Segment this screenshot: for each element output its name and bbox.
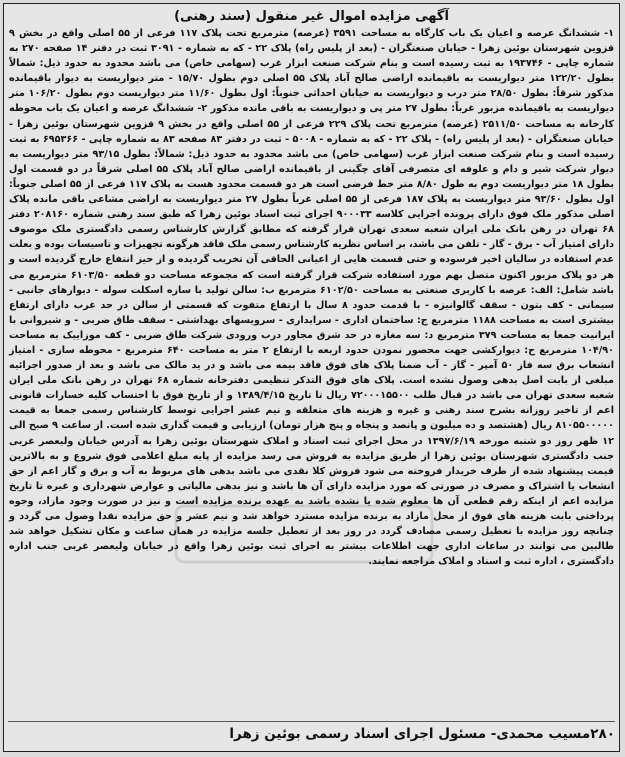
notice-body: ۱- ششدانگ عرصه و اعیان یک باب کارگاه به مساحت ۳۵۹۱ (عرصه) مترمربع تحت پلاک ۱۱۷ فرعی از ۵۵ اصلی واقع در بخش ۹ قزوین شهرستان بوئین زهرا - خیابان صنعتگران - (بعد از پلیس راه) پلاک ۲۲ - که به شماره - ۳۰۹۱ ثبت در دفتر ۱۴ صفحه ۲۷۰ به شماره چاپی - ۱۹۳۷۴۶ به ثبت رسیده است و بنام شرکت صنعت ابزار غرب (سهامی خاص) می باشد محدود به حدود ذیل: شمالاً بطول ۱۲۲/۲۰ متر دیواریست به باقیمانده اراضی صالح آباد پلاک ۵۵ اصلی دوم بطول ۱۵/۷۰ - متر دیواریست به دیوار باقیمانده مذکور شرقاً: بطول ۲۸/۵۰ متر درب و دیواریست به خیابان احداثی جنوباً: اول بطول ۱۱/۶۰ متر دیواریست دوم بطول ۱۰۶/۲۰ متر دیواریست به باقیمانده مزبور غرباً: بطول ۲۷ متر پی و دیواریست به باقی مانده مذکور ۲- ششدانگ عرصه و اعیان یک باب محوطه کارخانه به مساحت ۲۵۱۱/۵۰ (عرصه) مترمربع تحت پلاک ۲۲۹ فرعی از ۵۵ اصلی واقع در بخش ۹ قزوین شهرستان بوئین زهرا - خیابان صنعتگران - (بعد از پلیس راه) - پلاک ۲۲ - که به شماره - ۵۰۰۸ - ثبت در دفتر ۸۳ صفحه ۸۳ به شماره چاپی - ۶۹۵۳۶۶ به ثبت رسیده است و بنام شرکت صنعت ابزار غرب (سهامی خاص) می باشد محدود به حدود ذیل: شمالاً: بطول ۹۳/۱۵ متر دیواریست به دیوار شرکت شیر و دام و علوفه ای متصرفی آقای چگینی از باقیمانده اراضی صالح آباد پلاک ۵۵ اصلی شرقاً در دو قسمت اول بطول ۱۸ متر دیواریست دوم به طول ۸/۸۰ متر خط فرضی است هر دو قسمت محدود هست به پلاک ۱۱۷ فرعی از ۵۵ اصلی جنوباً: اول بطول ۹۳/۶۰ متر دیواریست به پلاک ۱۸۷ فرعی از ۵۵ اصلی غرباً بطول ۲۷ متر دیواریست به اراضی مشاعی باقی مانده پلاک اصلی مذکور ملک فوق دارای پرونده اجرایی کلاسه ۹۰۰۰۳۳ اجرای ثبت اسناد بوئین زهرا که طبق سند رهنی شماره ۲۰۸۱۶۰ دفتر ۶۸ تهران در رهن بانک ملی ایران شعبه سعدی تهران قرار گرفته که مطابق گزارش کارشناس رسمی دادگستری ملک موصوف دارای امتیاز آب - برق - گاز - تلفن می باشد، بر اساس نظریه کارشناس رسمی ملک فاقد هرگونه تجهیزات و تاسیسات بوده و بعلت عدم استفاده در سالیان اخیر فرسوده و حتی قسمت هایی از اعیانی الحاقی آن تخریب گردیده و از حیز انتفاع خارج گردیده است و هر دو پلاک مزبور اکنون متصل بهم مورد استفاده شرکت قرار گرفته است که مجموعه مساحت دو قطعه ۶۱۰۳/۵۰ مترمربع می باشد شامل: الف: عرصه با کاربری صنعتی به مساحت ۶۱۰۲/۵۰ مترمربع ب: سالن تولید با سازه اسکلت سوله - دیوارهای جانبی - سیمانی - کف بتون - سقف گالوانیزه - با قدمت حدود ۸ سال با ارتفاع متفوت که قسمتی از سالن در حد غرب دارای ارتفاع بیشتری است به مساحت ۱۱۸۸ مترمربع ج: ساختمان اداری - سرایداری - سرویسهای بهداشتی - سقف طاق ضربی - و شیروانی با ایرانیت جمعا به مساحت ۳۷۹ مترمربع د: سه مغازه در حد شرق مجاور درب ورودی شرکت طاق ضربی - کف موزاییک به مساحت ۱۰۴/۹۰ مترمربع ح: دیوارکشی جهت محصور نمودن حدود اربعه با ارتفاع ۲ متر به مساحت ۶۴۰ مترمربع - محوطه سازی - امتیاز انشعاب برق سه فاز ۵۰ آمپر - گاز - آب ضمنا پلاک های فوق فاقد بیمه می باشد و در ید مالک می باشد و بعد از صدور اجرائیه مبلغی از بابت اصل بدهی وصول نشده است. پلاک های فوق التذکر تنظیمی دفترخانه شماره ۶۸ تهران در رهن بانک ملی ایران شعبه سعدی تهران می باشد در قبال طلب ۷۲۰۰۰۱۵۵۰۰ ریال تا تاریخ ۱۳۸۹/۴/۱۵ و از تاریخ فوق با احتساب کلیه خسارات قانونی اعم از تاخیر روزانه بشرح سند رهنی و غیره و هزینه های متعلقه و نیم عشر اجرایی توسط کارشناس رسمی جمعا به قیمت ۸۱۰۵۵۰۰۰۰۰ ریال (هشتصد و ده میلیون و پانصد و پنجاه و پنج هزار تومان) ارزیابی و قیمت گذاری شده است. از ساعت ۹ صبح الی ۱۲ ظهر روز دو شنبه مورخه ۱۳۹۷/۶/۱۹ در محل اجرای ثبت اسناد و املاک شهرستان بوئین زهرا به آدرس خیابان ولیعصر غربی جنب دادگستری شهرستان بوئین زهرا از طریق مزایده به فروش می رسد مزایده از پایه مبلغ اعلامی فوق شروع و به بالاترین قیمت پیشنهاد شده از طرف خریدار فروخته می شود فروش کلا نقدی می باشد بدهی های مربوط به آب و برق و گاز اعم از حق انشعاب یا اشتراک و مصرف در صورتی که مورد مزایده دارای آن ها باشد و نیز بدهی مالیاتی و عوارض شهرداری و غیره تا تاریخ مزایده اعم از اینکه رقم قطعی آن ها معلوم شده یا نشده باشد به عهده برنده مزایده است و نیز در صورت وجود مازاد، وجوه پرداختی بابت هزینه های فوق از محل مازاد به برنده مزایده مسترد خواهد شد و نیم عشر و حق مزایده نقدا وصول می گردد و چنانچه روز مزایده با تعطیل رسمی مصادف گردد در روز بعد از تعطیل جلسه مزایده در همان ساعت و مکان تشکیل خواهد شد طالبین می توانند در ساعات اداری جهت اطلاعات بیشتر به اجرای ثبت بوئین زهرا واقع در خیابان ولیعصر غربی جنب اداره دادگستری ، اداره ثبت و اسناد و املاک مراجعه نمایند. <box>9 28 615 568</box>
notice-title: آگهی مزایده اموال غیر منقول (سند رهنی) <box>174 9 449 24</box>
notice-signature: ۲۸۰مسیب محمدی- مسئول اجرای اسناد رسمی بوئین زهرا <box>8 721 615 743</box>
auction-notice <box>3 3 620 752</box>
